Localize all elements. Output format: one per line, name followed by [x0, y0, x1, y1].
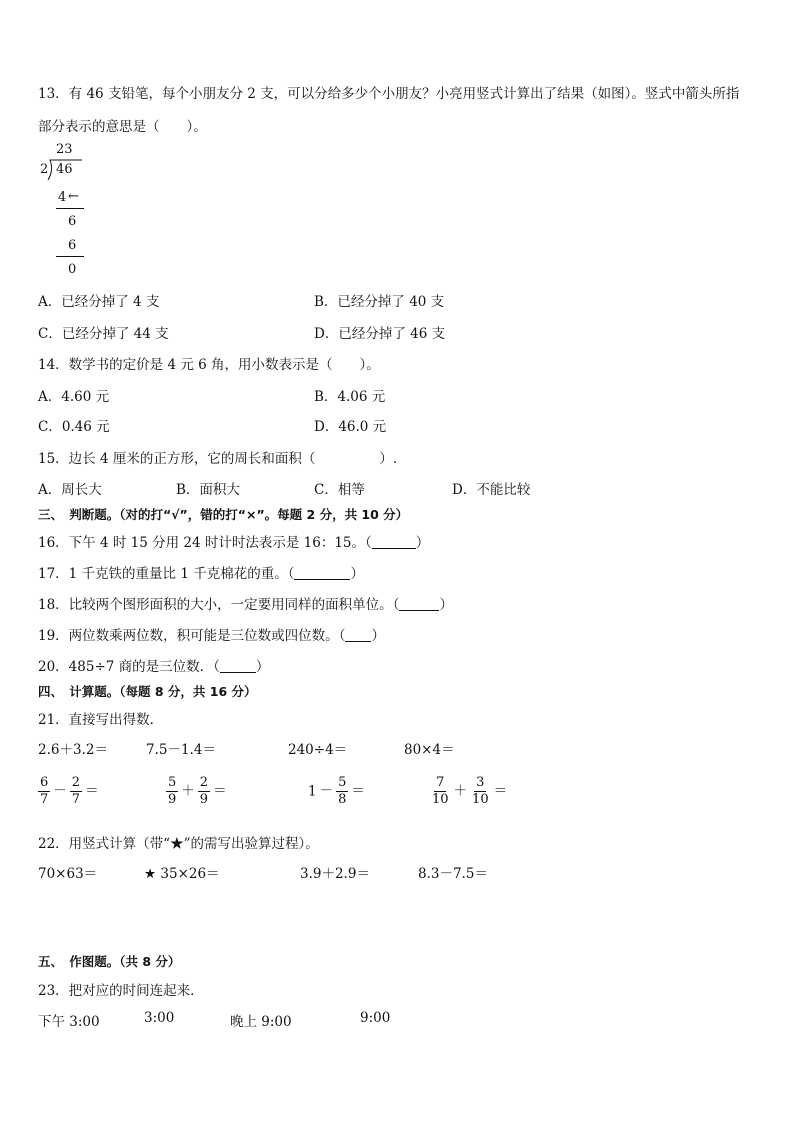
q17-item — [38, 562, 364, 582]
operator: － — [319, 783, 334, 799]
q21-expr-4: 80×4＝ — [404, 742, 455, 758]
q22-item-3: 3.9＋2.9＝ — [300, 866, 370, 882]
q15-stem-text: 15．边长 4 厘米的正方形，它的周长和面积（ — [38, 451, 316, 467]
division-line-1 — [56, 208, 84, 209]
q21-expr-1: 2.6＋3.2＝ — [38, 742, 108, 758]
operator: ＋ — [453, 783, 468, 799]
fraction-numerator: 7 — [436, 775, 445, 790]
q23-time-3[interactable]: 晚上 9:00 — [230, 1014, 292, 1030]
q16-paren-close: ） — [415, 535, 430, 551]
operator: ＋ — [181, 783, 195, 799]
q23-time-2[interactable]: 3:00 — [144, 1010, 175, 1026]
fraction — [198, 775, 210, 808]
q20-paren-open: （ — [213, 659, 220, 675]
q19-paren-close: ） — [371, 628, 385, 644]
q22-stem: 22．用竖式计算（带“★”的需写出验算过程）。 — [38, 836, 319, 852]
q23-stem: 23．把对应的时间连起来． — [38, 983, 204, 999]
q19-text: 19．两位数乘两位数，积可能是三位数或四位数。 — [38, 628, 339, 644]
fraction — [70, 775, 82, 808]
q20-item — [38, 655, 269, 675]
division-line-2 — [56, 256, 84, 257]
fraction — [166, 775, 178, 808]
q17-paren-open: （ — [287, 566, 295, 582]
fraction-denominator: 7 — [71, 792, 81, 807]
q22-item-2: ★ 35×26＝ — [144, 866, 220, 882]
q23-time-1[interactable]: 下午 3:00 — [38, 1014, 100, 1030]
fraction-denominator: 10 — [432, 792, 449, 807]
fraction-denominator: 8 — [338, 792, 347, 807]
q22-item-4: 8.3－7.5＝ — [418, 866, 488, 882]
q20-text: 20．485÷7 商的是三位数． — [38, 659, 214, 675]
equals-sign: ＝ — [493, 783, 508, 799]
fraction — [470, 775, 491, 808]
fraction-denominator: 10 — [472, 792, 489, 807]
q15-stem-end: ）. — [379, 451, 398, 467]
q21-fraction-expr-4 — [430, 775, 510, 808]
q13-option-d[interactable]: D．已经分掉了 46 支 — [314, 326, 446, 342]
q15-option-a[interactable]: A．周长大 — [38, 482, 102, 498]
q19-answer-blank[interactable] — [345, 627, 371, 642]
fraction-numerator: 2 — [71, 775, 81, 790]
q18-paren-close: ） — [439, 597, 453, 613]
fraction — [38, 775, 50, 808]
q16-item — [38, 531, 429, 551]
q21-fraction-expr-1 — [38, 775, 102, 808]
q16-text: 16．下午 4 时 15 分用 24 时计时法表示是 16：15。 — [38, 535, 366, 551]
division-remainder: 0 — [68, 262, 77, 277]
q19-item — [38, 624, 385, 644]
q16-paren-open: （ — [365, 535, 372, 551]
q14-option-c[interactable]: C．0.46 元 — [38, 419, 110, 435]
q15-option-c[interactable]: C．相等 — [314, 482, 365, 498]
equals-sign: ＝ — [351, 783, 365, 799]
q20-paren-close: ） — [255, 659, 270, 675]
q20-answer-blank[interactable] — [220, 658, 256, 673]
q14-stem: 14．数学书的定价是 4 元 6 角，用小数表示是（ ）。 — [38, 357, 380, 373]
whole-number: 1 — [308, 783, 317, 800]
division-quotient: 23 — [56, 142, 73, 157]
q23-time-4[interactable]: 9:00 — [360, 1010, 391, 1026]
fraction — [336, 775, 348, 808]
q14-option-a[interactable]: A．4.60 元 — [38, 389, 110, 405]
q16-answer-blank[interactable] — [372, 534, 416, 549]
q17-paren-close: ） — [350, 566, 364, 582]
q13-option-c[interactable]: C．已经分掉了 44 支 — [38, 326, 169, 342]
arrow-icon: ← — [68, 189, 79, 204]
equals-sign: ＝ — [213, 783, 227, 799]
q15-stem — [38, 447, 397, 467]
division-dividend: 46 — [56, 162, 73, 177]
q13-stem-line2: 部分表示的意思是（ ）。 — [38, 119, 207, 135]
equals-sign: ＝ — [85, 783, 99, 799]
q15-option-d[interactable]: D．不能比较 — [452, 482, 531, 498]
fraction-denominator: 9 — [168, 792, 177, 807]
fraction-numerator: 5 — [338, 775, 347, 790]
section-5-heading: 五、 作图题。（共 8 分） — [38, 954, 181, 969]
q18-paren-open: （ — [392, 597, 400, 613]
fraction-numerator: 6 — [40, 775, 49, 790]
division-step-6b: 6 — [68, 238, 77, 253]
long-division-figure — [36, 142, 116, 282]
q18-answer-blank[interactable] — [399, 596, 439, 611]
q19-paren-open: （ — [338, 628, 346, 644]
q13-option-b[interactable]: B．已经分掉了 40 支 — [314, 294, 445, 310]
q21-expr-3: 240÷4＝ — [288, 742, 348, 758]
fraction-numerator: 3 — [476, 775, 485, 790]
q13-stem-line1: 13．有 46 支铅笔，每个小朋友分 2 支，可以分给多少个小朋友？小亮用竖式计算出了结果（如图）。竖式中箭头所指 — [38, 86, 740, 102]
section-3-heading: 三、 判断题。（对的打“√”，错的打“×”。每题 2 分，共 10 分） — [38, 507, 409, 522]
division-divisor: 2 — [40, 162, 49, 177]
operator: － — [53, 783, 67, 799]
q13-option-a[interactable]: A．已经分掉了 4 支 — [38, 294, 160, 310]
q21-fraction-expr-3 — [308, 775, 368, 808]
q18-item — [38, 593, 453, 613]
section-4-heading: 四、 计算题。（每题 8 分，共 16 分） — [38, 684, 257, 699]
q17-text: 17．1 千克铁的重量比 1 千克棉花的重。 — [38, 566, 288, 582]
q21-stem: 21．直接写出得数． — [38, 712, 164, 728]
q17-answer-blank[interactable] — [294, 565, 350, 580]
fraction-numerator: 5 — [168, 775, 177, 790]
division-step-6: 6 — [68, 214, 77, 229]
q18-text: 18．比较两个图形面积的大小，一定要用同样的面积单位。 — [38, 597, 393, 613]
q21-fraction-expr-2 — [166, 775, 230, 808]
q22-item-1: 70×63＝ — [38, 866, 98, 882]
fraction — [430, 775, 451, 808]
fraction-denominator: 9 — [199, 792, 209, 807]
division-step-4: 4 — [58, 190, 67, 205]
q14-option-b[interactable]: B．4.06 元 — [314, 389, 386, 405]
q14-option-d[interactable]: D．46.0 元 — [314, 419, 387, 435]
q15-option-b[interactable]: B．面积大 — [176, 482, 240, 498]
q21-expr-2: 7.5－1.4＝ — [146, 742, 216, 758]
fraction-denominator: 7 — [40, 792, 49, 807]
fraction-numerator: 2 — [199, 775, 209, 790]
